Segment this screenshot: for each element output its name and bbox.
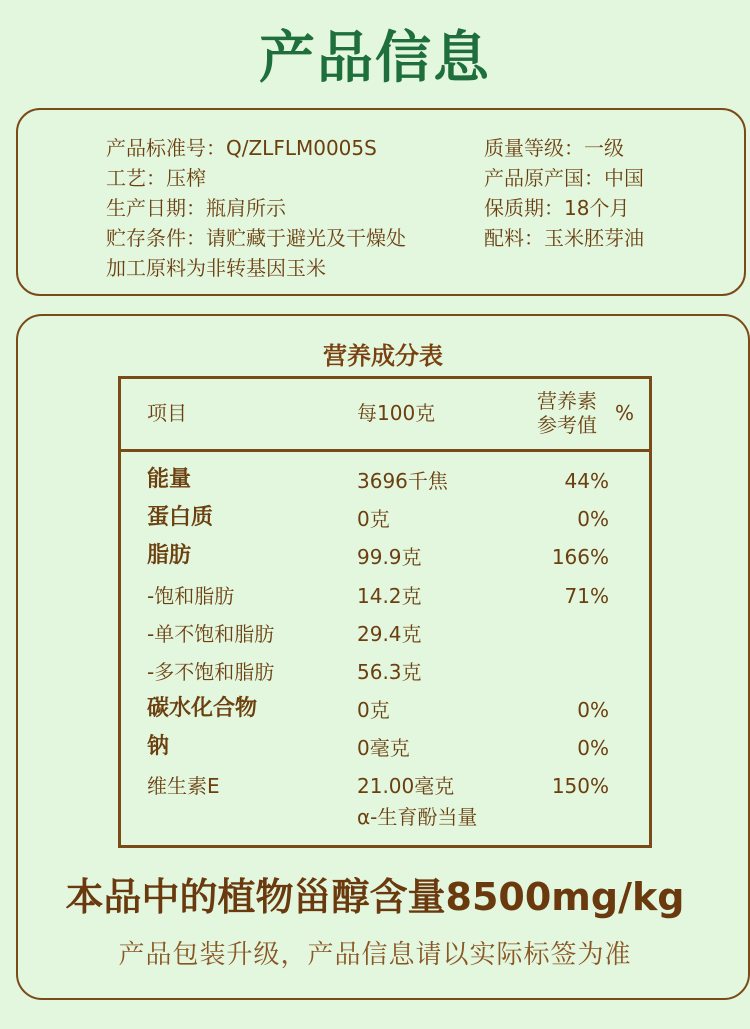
row-vitamin-e-nrv: 150% [551,774,609,798]
header-divider [121,449,649,452]
row-energy-amount: 3696千焦 [357,469,448,493]
header-nrv-line1: 营养素 [537,389,597,413]
row-saturated-fat-name: -饱和脂肪 [147,584,235,608]
row-saturated-fat-amount: 14.2克 [357,584,422,608]
row-mono-fat-amount: 29.4克 [357,622,422,646]
header-per100: 每100克 [357,401,436,425]
page-title: 产品信息 [259,26,491,91]
sterol-note: 本品中的植物甾醇含量8500mg/kg [65,875,685,919]
info-storage: 贮存条件：请贮藏于避光及干燥处 [106,226,406,250]
header-nrv-line2: 参考值 [537,413,597,437]
info-raw-material: 加工原料为非转基因玉米 [106,256,326,280]
row-sodium-nrv: 0% [577,736,609,760]
row-fat-name: 脂肪 [147,543,192,568]
row-protein-nrv: 0% [577,507,609,531]
info-origin: 产品原产国：中国 [484,166,644,190]
info-standard: 产品标准号：Q/ZLFLM0005S [106,136,377,160]
row-sodium-name: 钠 [147,734,170,759]
row-saturated-fat-nrv: 71% [564,584,609,608]
row-carb-name: 碳水化合物 [147,696,258,721]
info-ingredients: 配料：玉米胚芽油 [484,226,644,250]
row-vitamin-e-amount-unit: α-生育酚当量 [357,805,478,829]
nutrition-table [118,376,652,848]
row-mono-fat-name: -单不饱和脂肪 [147,622,275,646]
row-vitamin-e-amount: 21.00毫克 [357,774,455,798]
info-grade: 质量等级：一级 [484,136,624,160]
row-poly-fat-amount: 56.3克 [357,660,422,684]
row-protein-amount: 0克 [357,507,390,531]
product-info-box [16,108,746,296]
row-fat-amount: 99.9克 [357,545,422,569]
info-shelf-life: 保质期：18个月 [484,196,630,220]
row-energy-name: 能量 [147,467,192,492]
row-poly-fat-name: -多不饱和脂肪 [147,660,275,684]
row-protein-name: 蛋白质 [147,505,214,530]
row-carb-nrv: 0% [577,698,609,722]
header-item: 项目 [147,401,187,425]
info-process: 工艺：压榨 [106,166,206,190]
row-vitamin-e-name: 维生素E [147,774,220,798]
nutrition-title: 营养成分表 [323,342,443,370]
header-nrv-pct: % [615,401,635,425]
footnote: 产品包装升级，产品信息请以实际标签为准 [118,940,632,970]
row-carb-amount: 0克 [357,698,390,722]
row-fat-nrv: 166% [551,545,609,569]
info-production-date: 生产日期：瓶肩所示 [106,196,286,220]
row-energy-nrv: 44% [564,469,609,493]
row-sodium-amount: 0毫克 [357,736,410,760]
